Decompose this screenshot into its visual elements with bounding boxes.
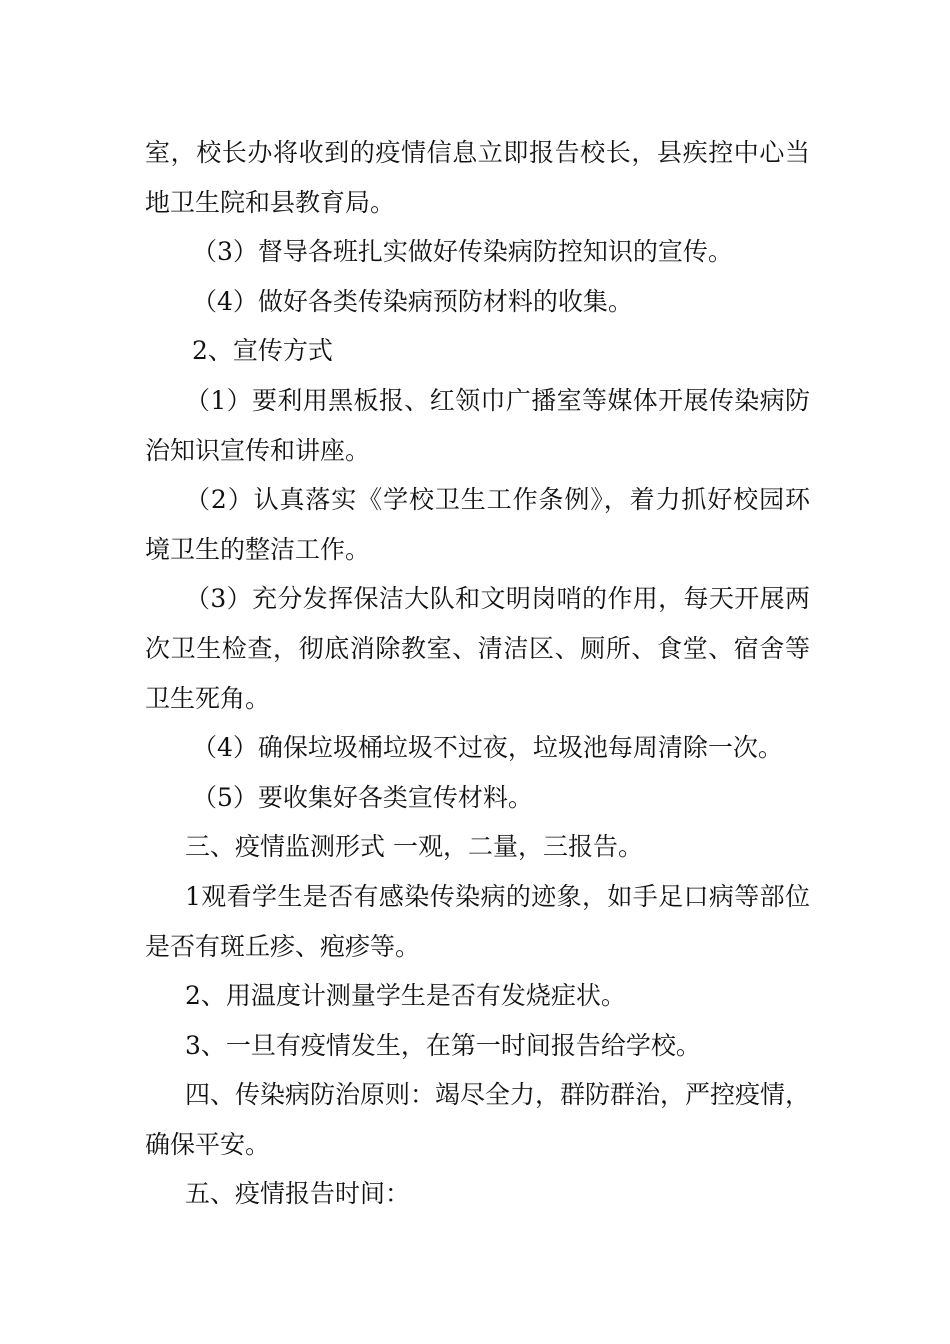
paragraph-publicity-2: （2）认真落实《学校卫生工作条例》，着力抓好校园环境卫生的整洁工作。 bbox=[145, 485, 810, 564]
section-heading-publicity: 2、宣传方式 bbox=[192, 336, 333, 366]
paragraph-publicity-4: （4）确保垃圾桶垃圾不过夜，垃圾池每周清除一次。 bbox=[192, 733, 783, 763]
paragraph-monitoring-1: 1观看学生是否有感染传染病的迹象，如手足口病等部位是否有斑丘疹、疱疹等。 bbox=[145, 881, 810, 961]
paragraph-item-3-supervise: （3）督导各班扎实做好传染病防控知识的宣传。 bbox=[192, 237, 733, 267]
section-heading-principles: 四、传染病防治原则：竭尽全力，群防群治，严控疫情，确保平安。 bbox=[145, 1080, 811, 1159]
document-body bbox=[145, 128, 810, 1219]
paragraph-monitoring-2: 2、用温度计测量学生是否有发烧症状。 bbox=[185, 981, 626, 1011]
paragraph-item-4-materials: （4）做好各类传染病预防材料的收集。 bbox=[192, 286, 633, 316]
paragraph-report-continuation: 室，校长办将收到的疫情信息立即报告校长，县疾控中心当地卫生院和县教育局。 bbox=[145, 138, 810, 217]
paragraph-monitoring-3: 3、一旦有疫情发生，在第一时间报告给学校。 bbox=[185, 1030, 701, 1060]
paragraph-publicity-1: （1）要利用黑板报、红领巾广播室等媒体开展传染病防治知识宣传和讲座。 bbox=[145, 385, 810, 465]
section-heading-monitoring: 三、疫情监测形式 一观，二量，三报告。 bbox=[185, 832, 643, 862]
paragraph-publicity-3: （3）充分发挥保洁大队和文明岗哨的作用，每天开展两次卫生检查，彻底消除教室、清洁区、厕所、食堂、宿舍等卫生死角。 bbox=[145, 584, 810, 713]
section-heading-report-time: 五、疫情报告时间： bbox=[185, 1179, 411, 1209]
paragraph-publicity-5: （5）要收集好各类宣传材料。 bbox=[192, 782, 533, 812]
